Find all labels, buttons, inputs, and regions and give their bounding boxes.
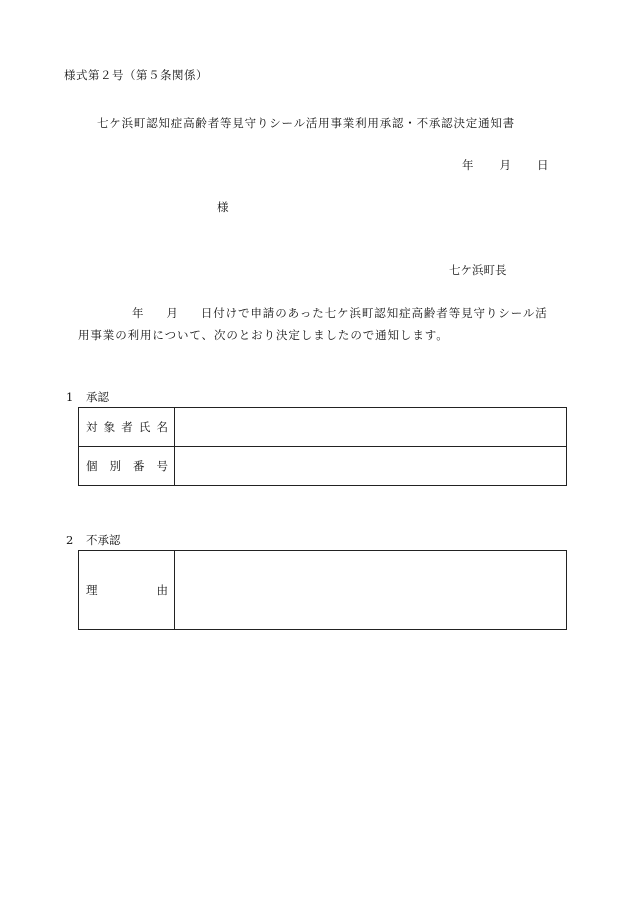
section-2-heading (66, 533, 121, 547)
document-title: 七ケ浜町認知症高齢者等見守りシール活用事業利用承認・不承認決定通知書 (97, 116, 515, 130)
section-1-title: 承認 (86, 390, 109, 404)
label-char: 象 (103, 420, 116, 434)
rejection-table (78, 550, 567, 630)
table-row (79, 447, 567, 486)
label-char: 個 (86, 459, 98, 473)
label-char: 対 (86, 420, 98, 434)
subject-name-field[interactable] (175, 408, 567, 447)
body-year: 年 (132, 306, 145, 320)
date-day: 日 (537, 158, 549, 172)
label-char: 氏 (138, 420, 151, 434)
label-subject-name (79, 419, 174, 435)
body-line-1 (132, 306, 548, 320)
table-row (79, 408, 567, 447)
body-line1-text: 日付けで申請のあった七ケ浜町認知症高齢者等見守りシール活 (200, 306, 548, 320)
label-char: 番 (133, 459, 145, 473)
body-line-2: 用事業の利用について、次のとおり決定しましたので通知します。 (78, 328, 449, 342)
label-reason (79, 582, 174, 598)
date-year: 年 (462, 158, 474, 172)
table-label-cell (79, 551, 175, 630)
label-char: 別 (109, 459, 121, 473)
body-month: 月 (166, 306, 179, 320)
section-2-title: 不承認 (86, 533, 121, 547)
form-number: 様式第２号（第５条関係） (64, 68, 208, 82)
table-row (79, 551, 567, 630)
section-1-number: 1 (66, 390, 74, 404)
label-char: 由 (156, 583, 168, 597)
issuer: 七ケ浜町長 (449, 263, 507, 277)
date-month: 月 (499, 158, 511, 172)
reason-field[interactable] (175, 551, 567, 630)
section-1-heading (66, 390, 109, 404)
label-char: 名 (156, 420, 168, 434)
section-2-number: 2 (66, 533, 74, 547)
label-individual-number (79, 458, 174, 474)
label-char: 者 (121, 420, 133, 434)
table-label-cell (79, 408, 175, 447)
table-label-cell (79, 447, 175, 486)
label-char: 号 (156, 459, 168, 473)
recipient-suffix: 様 (217, 200, 229, 214)
date-row (462, 158, 549, 172)
approval-table (78, 407, 567, 486)
individual-number-field[interactable] (175, 447, 567, 486)
label-char: 理 (86, 583, 98, 597)
